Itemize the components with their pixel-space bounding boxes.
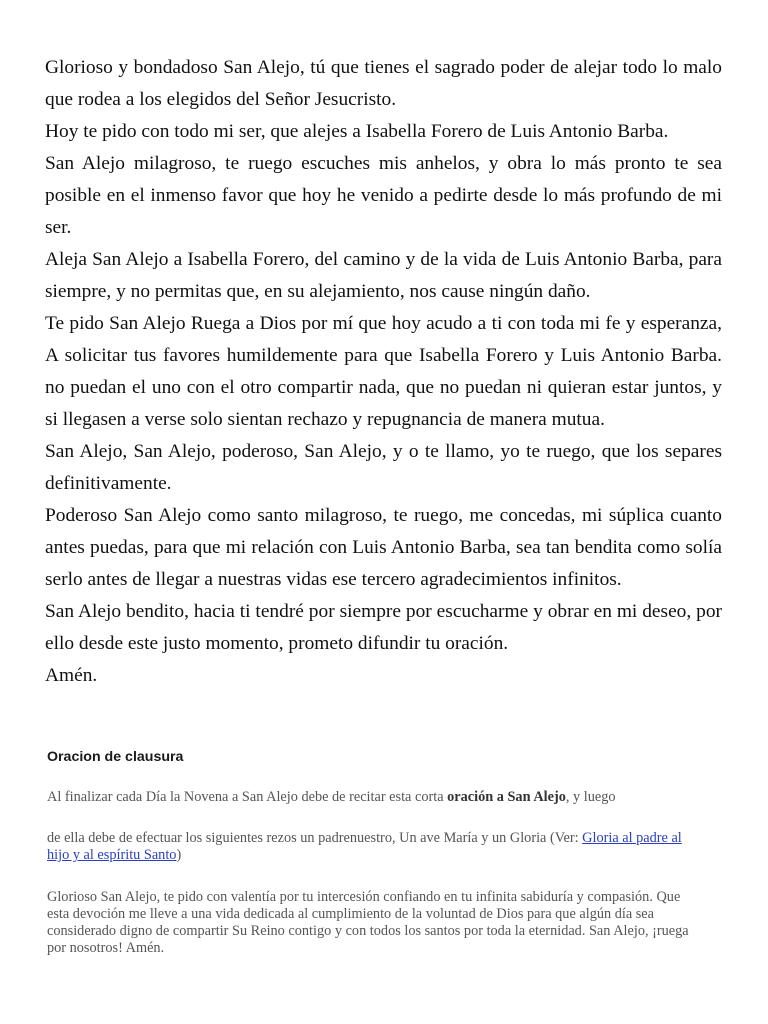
closing-intro-tail: , y luego bbox=[565, 789, 616, 805]
closing-intro-bold: oración a San Alejo bbox=[447, 789, 566, 805]
prayer-closing-amen: Amén. bbox=[45, 665, 98, 686]
closing-instructions-tail: ) bbox=[176, 847, 182, 863]
prayer-paragraph: Te pido San Alejo Ruega a Dios por mí que hoy acudo a ti con toda mi fe y esperanza, A solicitar tus favores humildemente para que Isabella Forero y Luis Antonio Barba. no puedan el uno con el otro compartir nada, que no puedan ni quieran estar juntos, y si llegasen a verse solo sientan rechazo y repugnancia de manera mutua. bbox=[45, 313, 722, 430]
closing-instructions bbox=[47, 830, 702, 864]
prayer-paragraph: San Alejo, San Alejo, poderoso, San Alejo, y o te llamo, yo te ruego, que los separes definitivamente. bbox=[45, 441, 722, 494]
closing-prayer-text: Glorioso San Alejo, te pido con valentía por tu intercesión confiando en tu infinita sabiduría y compasión. Que esta devoción me lleve a una vida dedicada al cumplimiento de la voluntad de Dios para que algún día sea considerado digno de compartir Su Reino contigo y con todos los santos por toda la eternidad. San Alejo, ¡ruega por nosotros! Amén. bbox=[47, 889, 689, 956]
prayer-body bbox=[45, 52, 722, 692]
closing-instructions-text: de ella debe de efectuar los siguientes rezos un padrenuestro, Un ave María y un Gloria (Ver: bbox=[47, 830, 583, 846]
closing-title: Oracion de clausura bbox=[47, 749, 184, 765]
closing-intro bbox=[47, 789, 707, 806]
closing-intro-text: Al finalizar cada Día la Novena a San Alejo debe de recitar esta corta bbox=[47, 789, 448, 805]
prayer-paragraph: San Alejo bendito, hacia ti tendré por siempre por escucharme y obrar en mi deseo, por ello desde este justo momento, prometo difundir tu oración. bbox=[45, 601, 722, 654]
prayer-paragraph: Poderoso San Alejo como santo milagroso, te ruego, me concedas, mi súplica cuanto antes puedas, para que mi relación con Luis Antonio Barba, sea tan bendita como solía serlo antes de llegar a nuestras vidas ese tercero agradecimientos infinitos. bbox=[45, 505, 722, 590]
prayer-paragraph: Hoy te pido con todo mi ser, que alejes a Isabella Forero de Luis Antonio Barba. bbox=[45, 121, 669, 142]
prayer-paragraph: San Alejo milagroso, te ruego escuches mis anhelos, y obra lo más pronto te sea posible en el inmenso favor que hoy he venido a pedirte desde lo más profundo de mi ser. bbox=[45, 153, 722, 238]
closing-prayer-section bbox=[47, 749, 707, 956]
gloria-link[interactable]: Gloria al padre al hijo y al espíritu Santo bbox=[47, 830, 682, 863]
prayer-paragraph: Glorioso y bondadoso San Alejo, tú que tienes el sagrado poder de alejar todo lo malo que rodea a los elegidos del Señor Jesucristo. bbox=[45, 57, 722, 110]
prayer-paragraph: Aleja San Alejo a Isabella Forero, del camino y de la vida de Luis Antonio Barba, para siempre, y no permitas que, en su alejamiento, nos cause ningún daño. bbox=[45, 249, 722, 302]
